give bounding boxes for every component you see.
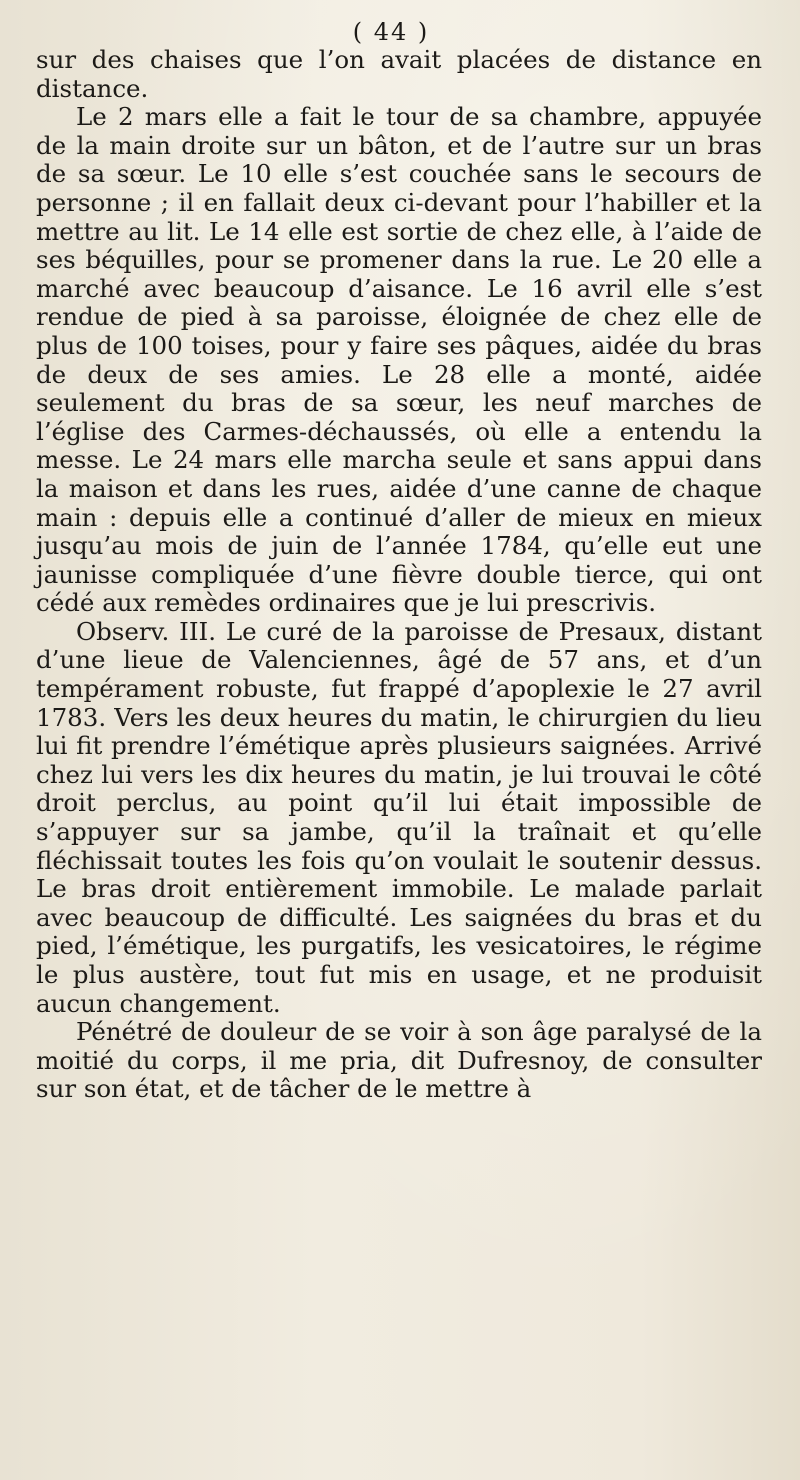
paragraph-carryover: sur des chaises que l’on avait placées de distance en distance.	[36, 45, 762, 103]
paragraph-consultation: Pénétré de douleur de se voir à son âge paralysé de la moitié du corps, il me pria, dit Dufresnoy, de consulter sur son état, et de tâcher de le mettre à	[36, 1017, 762, 1104]
paragraph-observation-3: Observ. III. Le curé de la paroisse de Presaux, distant d’une lieue de Valenciennes, âgé de 57 ans, et d’un tempérament robuste, fut frappé d’apoplexie le 27 avril 1783. Vers les deux heures du matin, le chirurgien du lieu lui fit prendre l’émétique après plusieurs saignées. Arrivé chez lui vers les dix heures du matin, je lui trouvai le côté droit perclus, au point qu’il lui était impossible de s’appuyer sur sa jambe, qu’il la traînait et qu’elle fléchissait toutes les fois qu’on voulait le soutenir dessus. Le bras droit entièrement immobile. Le malade parlait avec beaucoup de difficulté. Les saignées du bras et du pied, l’émétique, les purgatifs, les vesicatoires, le régime le plus austère, tout fut mis en usage, et ne produisit aucun changement.	[36, 616, 762, 1018]
paragraph-recovery-progress: Le 2 mars elle a fait le tour de sa chambre, appuyée de la main droite sur un bâton, et de l’autre sur un bras de sa sœur. Le 10 elle s’est couchée sans le secours de personne ; il en fallait deux ci-devant pour l’habiller et la mettre au lit. Le 14 elle est sortie de chez elle, à l’aide de ses béquilles, pour se promener dans la rue. Le 20 elle a marché avec beaucoup d’aisance. Le 16 avril elle s’est rendue de pied à sa paroisse, éloignée de chez elle de plus de 100 toises, pour y faire ses pâques, aidée du bras de deux de ses amies. Le 28 elle a monté, aidée seulement du bras de sa sœur, les neuf marches de l’église des Carmes-déchaussés, où elle a entendu la messe. Le 24 mars elle marcha seule et sans appui dans la maison et dans les rues, aidée d’une canne de chaque main : depuis elle a continué d’aller de mieux en mieux jusqu’au mois de juin de l’année 1784, qu’elle eut une jaunisse compliquée d’une fièvre double tierce, qui ont cédé aux remèdes ordinaires que je lui prescrivis.	[36, 102, 762, 618]
page-body	[36, 46, 762, 1104]
page-number: ( 44 )	[352, 18, 430, 46]
